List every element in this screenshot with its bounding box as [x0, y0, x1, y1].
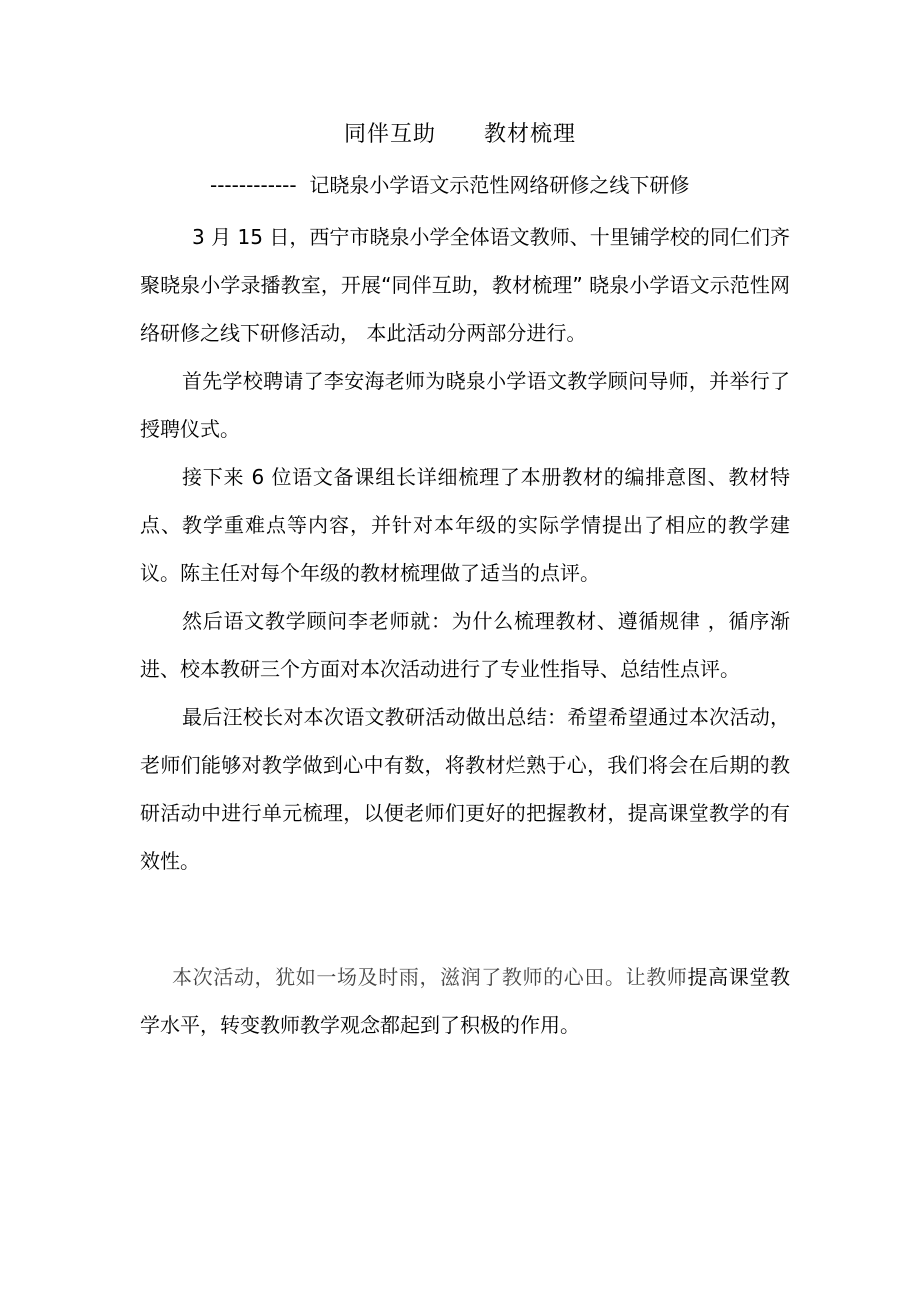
paragraph-intro: 3 月 15 日，西宁市晓泉小学全体语文教师、十里铺学校的同仁们齐聚晓泉小学录播教室，开展“同伴互助，教材梳理” 晓泉小学语文示范性网络研修之线下研修活动， 本此活动分两部分进行。	[140, 225, 790, 345]
paragraph-guidance: 然后语文教学顾问李老师就：为什么梳理教材、遵循规律 ，循序渐进、校本教研三个方面对本次活动进行了专业性指导、总结性点评。	[140, 609, 790, 681]
document-subtitle: ------------ 记晓泉小学语文示范性网络研修之线下研修	[210, 173, 690, 197]
paragraph-summary: 最后汪校长对本次语文教研活动做出总结：希望希望通过本次活动，老师们能够对教学做到心中有数，将教材烂熟于心，我们将会在后期的教研活动中进行单元梳理，以便老师们更好的把握教材，提高课堂教学的有效性。	[140, 705, 790, 873]
paragraph-textbook-review: 接下来 6 位语文备课组长详细梳理了本册教材的编排意图、教材特点、教学重难点等内容，并针对本年级的实际学情提出了相应的教学建议。陈主任对每个年级的教材梳理做了适当的点评。	[140, 465, 790, 585]
document-body	[140, 213, 790, 885]
document-title: 同伴互助 教材梳理	[344, 122, 576, 147]
closing-black-text: 提高课堂教学水平，转变教师教学观念都起到了积极的作用。	[140, 965, 791, 1037]
paragraph-closing	[140, 953, 790, 1049]
closing-gray-text: 本次活动，犹如一场及时雨，滋润了教师的心田。让教师	[172, 965, 688, 989]
paragraph-appointment: 首先学校聘请了李安海老师为晓泉小学语文教学顾问导师，并举行了授聘仪式。	[140, 369, 790, 441]
